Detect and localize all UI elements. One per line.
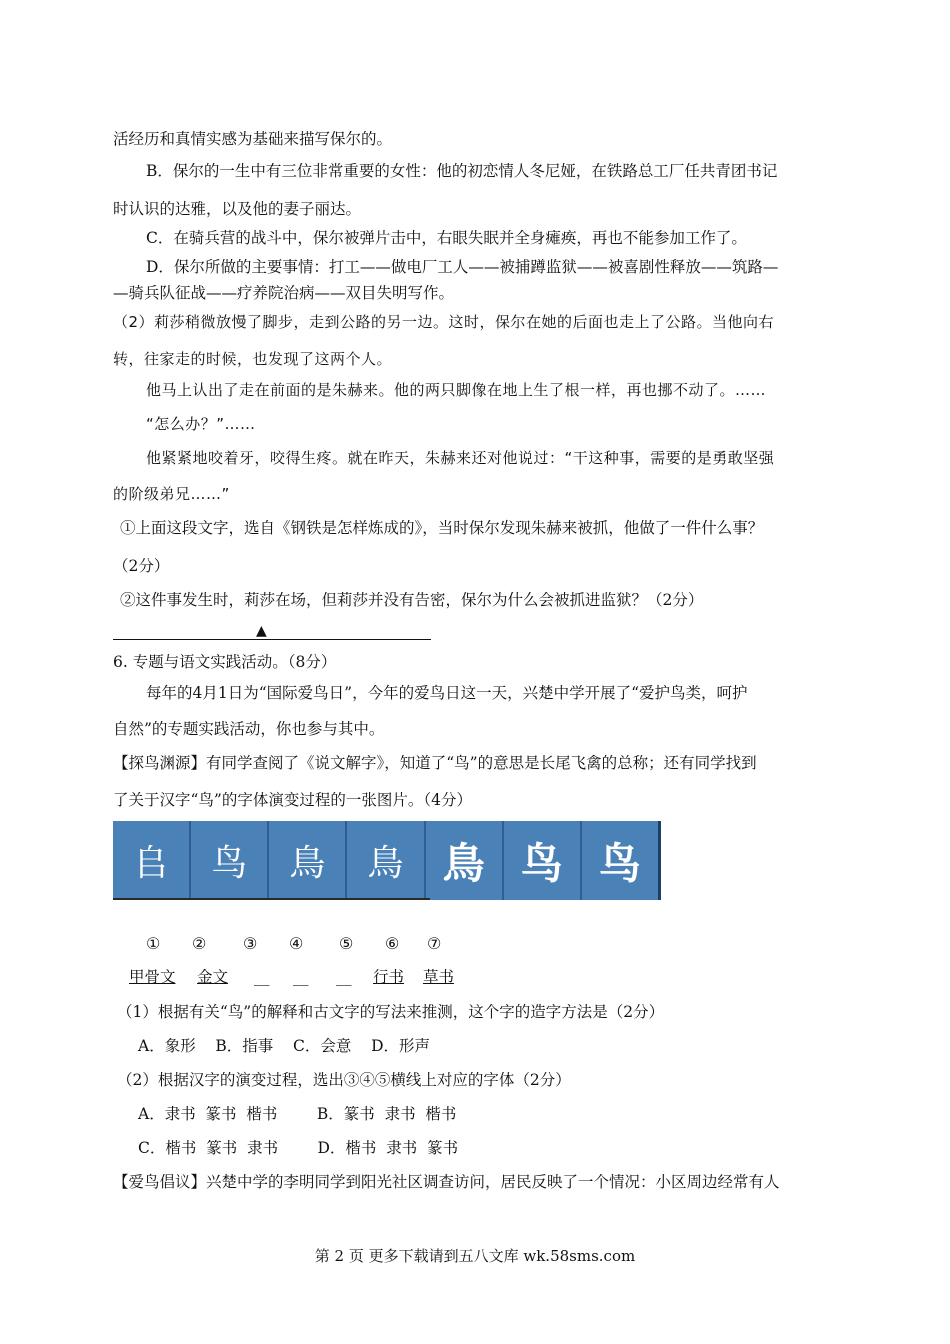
script-label-oracle: 甲骨文: [129, 968, 176, 986]
script-blank: __: [336, 968, 352, 986]
glyph-oracle-bone: 𠂤: [133, 843, 170, 884]
question-6-intro-cont: 自然”的专题实践活动，你也参与其中。: [113, 720, 385, 738]
glyph-cursive: 鸟: [580, 821, 658, 900]
option-b-line-cont: 时认识的达雅，以及他的妻子丽达。: [113, 200, 362, 218]
answer-triangle-marker: ▲: [256, 623, 267, 639]
option-d-line-cont: —骑兵队征战——疗养院治病——双目失明写作。: [113, 284, 455, 302]
paragraph-line: 活经历和真情实感为基础来描写保尔的。: [113, 130, 393, 148]
glyph-number: ①: [146, 934, 161, 953]
question-6-intro: 每年的4月1日为“国际爱鸟日”，今年的爱鸟日这一天，兴楚中学开展了“爱护鸟类，呵护: [146, 684, 748, 702]
glyph-bronze: 鸟: [189, 821, 267, 900]
option-d-line: D．保尔所做的主要事情：打工——做电厂工人——被捕蹲监狱——被喜剧性释放——筑路—: [146, 258, 779, 276]
excerpt-line: （2）莉莎稍微放慢了脚步，走到公路的另一边。这时，保尔在她的后面也走上了公路。当他向右: [113, 313, 775, 331]
sub-question-1: ①上面这段文字，选自《钢铁是怎样炼成的》，当时保尔发现朱赫来被抓，他做了一件什么事？: [120, 519, 764, 537]
script-blank: __: [254, 968, 270, 986]
glyph-clerical: 鳥: [345, 821, 423, 900]
choice-question-2-options-ab: A．隶书 篆书 楷书 B．篆书 隶书 楷书: [138, 1105, 457, 1123]
choice-question-2: （2）根据汉字的演变过程，选出③④⑤横线上对应的字体（2分）: [117, 1071, 571, 1089]
glyph-number: ④: [289, 934, 304, 953]
choice-question-1-options: A．象形 B．指事 C．会意 D．形声: [138, 1037, 430, 1055]
section-tanniao: 【探鸟渊源】有同学查阅了《说文解字》，知道了“鸟”的意思是长尾飞禽的总称；还有同学找到: [113, 754, 757, 772]
excerpt-line: 的阶级弟兄……”: [113, 485, 230, 503]
glyph-number: ⑦: [427, 934, 442, 953]
excerpt-line: 他马上认出了走在前面的是朱赫来。他的两只脚像在地上生了根一样，再也挪不动了。……: [146, 381, 767, 399]
glyph-regular: 鳥: [424, 821, 502, 900]
option-b-line: B．保尔的一生中有三位非常重要的女性：他的初恋情人冬尼娅，在铁路总工厂任共青团书记: [146, 162, 778, 180]
script-label-running: 行书: [373, 968, 405, 986]
glyph-number: ⑥: [385, 934, 400, 953]
page-footer: 第 2 页 更多下载请到五八文库 wk.58sms.com: [314, 1247, 636, 1265]
script-label-cursive: 草书: [423, 968, 455, 986]
script-label-bronze: 金文: [197, 968, 229, 986]
glyph-number: ⑤: [339, 934, 354, 953]
glyph-number: ③: [243, 934, 258, 953]
excerpt-line: 转，往家走的时候，也发现了这两个人。: [113, 350, 393, 368]
script-blank: __: [293, 968, 309, 986]
section-ainiao: 【爱鸟倡议】兴楚中学的李明同学到阳光社区调查访问，居民反映了一个情况：小区周边经常有人: [113, 1173, 780, 1191]
sub-question-1-score: （2分）: [113, 557, 170, 575]
glyph-seal: 鳥: [267, 821, 345, 900]
choice-question-2-options-cd: C．楷书 篆书 隶书 D．楷书 隶书 篆书: [138, 1139, 459, 1157]
excerpt-line: 他紧紧地咬着牙，咬得生疼。就在昨天，朱赫来还对他说过：“干这种事，需要的是勇敢坚强: [146, 449, 775, 467]
character-evolution-image: [113, 821, 661, 900]
glyph-number: ②: [192, 934, 207, 953]
question-6-title: 6. 专题与语文实践活动。（8分）: [113, 653, 337, 671]
answer-line: [113, 639, 431, 640]
option-c-line: C．在骑兵营的战斗中，保尔被弹片击中，右眼失眠并全身瘫痪，再也不能参加工作了。: [146, 229, 747, 247]
image-baseline: [113, 898, 430, 900]
excerpt-line: “怎么办？”……: [146, 415, 256, 433]
sub-question-2: ②这件事发生时，莉莎在场，但莉莎并没有告密，保尔为什么会被抓进监狱？（2分）: [120, 591, 704, 609]
section-tanniao-cont: 了关于汉字“鸟”的字体演变过程的一张图片。（4分）: [113, 791, 472, 809]
choice-question-1: （1）根据有关“鸟”的解释和古文字的写法来推测，这个字的造字方法是（2分）: [117, 1003, 665, 1021]
glyph-running: 鸟: [502, 821, 580, 900]
